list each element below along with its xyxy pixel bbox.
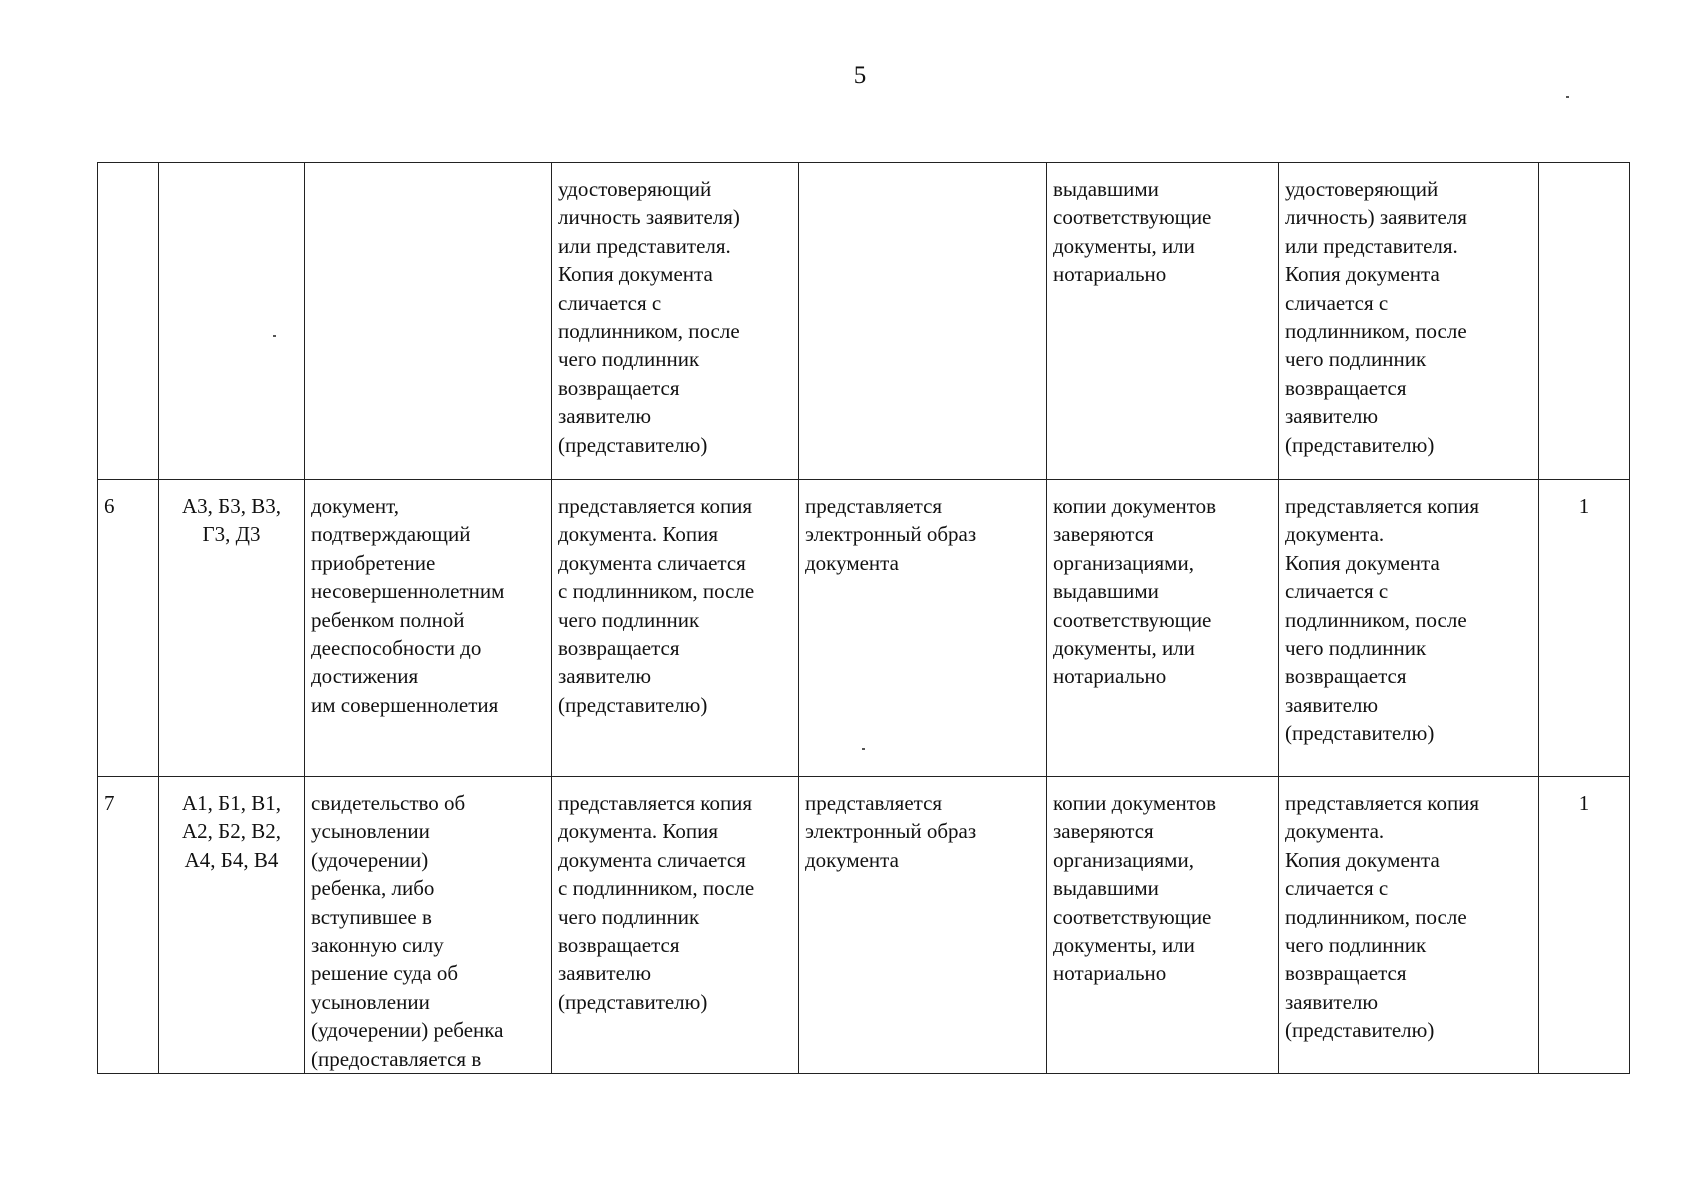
row-number-cell: 6 <box>98 480 159 777</box>
certification-cell: выдавшими соответствующие документы, или нотариально <box>1047 163 1279 480</box>
mfc-submission-cell: удостоверяющий личность) заявителя или представителя. Копия документа сличается с подлинником, после чего подлинник возвращается заявителю (представителю) <box>1279 163 1539 480</box>
count-cell <box>1539 163 1630 480</box>
in-person-submission-cell: представляется копия документа. Копия документа сличается с подлинником, после чего подлинник возвращается заявителю (представителю) <box>552 480 799 777</box>
scan-speck <box>1566 96 1569 98</box>
certification-cell: копии документов заверяются организациями, выдавшими соответствующие документы, или нотариально <box>1047 777 1279 1074</box>
category-codes-cell <box>159 163 305 480</box>
page-number: 5 <box>853 62 867 89</box>
mfc-submission-cell: представляется копия документа. Копия документа сличается с подлинником, после чего подлинник возвращается заявителю (представителю) <box>1279 777 1539 1074</box>
table-row <box>98 480 1630 777</box>
mfc-submission-cell: представляется копия документа. Копия документа сличается с подлинником, после чего подлинник возвращается заявителю (представителю) <box>1279 480 1539 777</box>
category-codes-cell: А1, Б1, В1, А2, Б2, В2, А4, Б4, В4 <box>159 777 305 1074</box>
count-cell: 1 <box>1539 777 1630 1074</box>
category-codes-cell: А3, Б3, В3, Г3, Д3 <box>159 480 305 777</box>
document-name-cell: свидетельство об усыновлении (удочерении) ребенка, либо вступившее в законную силу решение суда об усыновлении (удочерении) ребенка (предоставляется в <box>305 777 552 1074</box>
count-cell: 1 <box>1539 480 1630 777</box>
electronic-submission-cell: представляется электронный образ документа <box>799 480 1047 777</box>
electronic-submission-cell <box>799 163 1047 480</box>
in-person-submission-cell: представляется копия документа. Копия документа сличается с подлинником, после чего подлинник возвращается заявителю (представителю) <box>552 777 799 1074</box>
in-person-submission-cell: удостоверяющий личность заявителя) или представителя. Копия документа сличается с подлинником, после чего подлинник возвращается заявителю (представителю) <box>552 163 799 480</box>
document-name-cell <box>305 163 552 480</box>
table-row <box>98 163 1630 480</box>
row-number-cell <box>98 163 159 480</box>
document-name-cell: документ, подтверждающий приобретение несовершеннолетним ребенком полной дееспособности до достижения им совершеннолетия <box>305 480 552 777</box>
scan-speck <box>862 748 865 750</box>
electronic-submission-cell: представляется электронный образ документа <box>799 777 1047 1074</box>
scan-speck <box>273 335 276 337</box>
table-row <box>98 777 1630 1074</box>
row-number-cell: 7 <box>98 777 159 1074</box>
document-table <box>97 162 1630 1074</box>
certification-cell: копии документов заверяются организациями, выдавшими соответствующие документы, или нотариально <box>1047 480 1279 777</box>
